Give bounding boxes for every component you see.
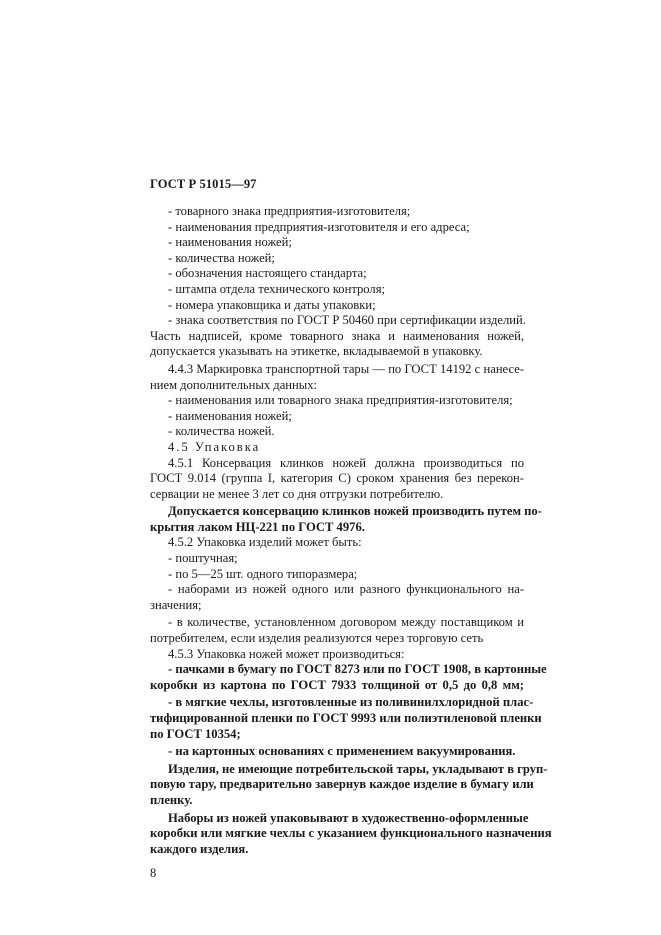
paragraph-line: крытия лаком НЦ-221 по ГОСТ 4976. (150, 519, 365, 534)
paragraph-line: Наборы из ножей упаковывают в художественно-оформленные (168, 810, 529, 825)
list-item: - по 5—25 шт. одного типоразмера; (168, 566, 358, 581)
paragraph-line: Часть надписей, кроме товарного знака и наименования ножей, (150, 328, 524, 343)
paragraph-line: повую тару, предварительно завернув каждое изделие в бумагу или (150, 777, 534, 792)
paragraph-line: Допускается консервацию клинков ножей производить путем по- (168, 504, 542, 519)
paragraph-line: значения; (150, 597, 202, 612)
list-item: - пачками в бумагу по ГОСТ 8273 или по ГОСТ 1908, в картонные (168, 662, 547, 677)
list-item: - штампа отдела технического контроля; (168, 281, 386, 296)
paragraph-line: сервации не менее 3 лет со дня отгрузки потребителю. (150, 486, 444, 501)
paragraph-line: коробки из картона по ГОСТ 7933 толщиной от 0,5 до 0,8 мм; (150, 677, 524, 692)
paragraph-line: тифицированной пленки по ГОСТ 9993 или полиэтиленовой пленки (150, 711, 542, 725)
section-4-5-1-line: 4.5.1 Консервация клинков ножей должна производиться по (168, 455, 524, 470)
paragraph-line: потребителем, если изделия реализуются через торговую сеть (150, 631, 484, 646)
paragraph-line: ГОСТ 9.014 (группа I, категория С) сроком хранения без перекон- (150, 471, 524, 486)
list-item: - наборами из ножей одного или разного функционального на- (168, 582, 524, 597)
list-item: - номера упаковщика и даты упаковки; (168, 297, 376, 312)
paragraph-line: каждого изделия. (150, 841, 249, 856)
paragraph-line: допускается указывать на этикетке, вкладываемой в упаковку. (150, 344, 483, 359)
list-item: - товарного знака предприятия-изготовителя; (168, 204, 411, 218)
section-heading: 4.5 Упаковка (168, 439, 261, 454)
paragraph-line: Изделия, не имеющие потребительской тары, укладывают в груп- (168, 761, 548, 776)
document-page (150, 176, 552, 881)
list-item: - на картонных основаниях с применением вакуумирования. (168, 744, 516, 759)
paragraph-line: пленку. (150, 792, 193, 807)
list-item: - знака соответствия по ГОСТ Р 50460 при сертификации изделий. (168, 313, 526, 328)
document-header: ГОСТ Р 51015—97 (150, 177, 257, 191)
list-item: - обозначения настоящего стандарта; (168, 266, 367, 281)
list-item: - количества ножей; (168, 250, 275, 265)
list-item: - наименования ножей; (168, 235, 292, 250)
section-4-5-3-line: 4.5.3 Упаковка ножей может производиться: (168, 646, 405, 661)
paragraph-line: по ГОСТ 10354; (150, 726, 241, 741)
paragraph-line: нием дополнительных данных: (150, 377, 318, 392)
section-4-5-2-line: 4.5.2 Упаковка изделий может быть: (168, 535, 362, 550)
list-item: - количества ножей. (168, 424, 275, 439)
page-number: 8 (150, 866, 157, 881)
list-item: - наименования или товарного знака предприятия-изготовителя; (168, 393, 513, 408)
paragraph-line: коробки или мягкие чехлы с указанием функционального назначения (150, 826, 552, 841)
list-item: - в количестве, установленном договором между поставщиком и (168, 615, 524, 630)
list-item: - наименования ножей; (168, 408, 292, 423)
list-item: - поштучная; (168, 551, 238, 566)
list-item: - в мягкие чехлы, изготовленные из поливинилхлоридной плас- (168, 695, 534, 710)
section-4-4-3-line: 4.4.3 Маркировка транспортной тары — по ГОСТ 14192 с нанесе- (168, 361, 524, 376)
list-item: - наименования предприятия-изготовителя и его адреса; (168, 219, 470, 234)
